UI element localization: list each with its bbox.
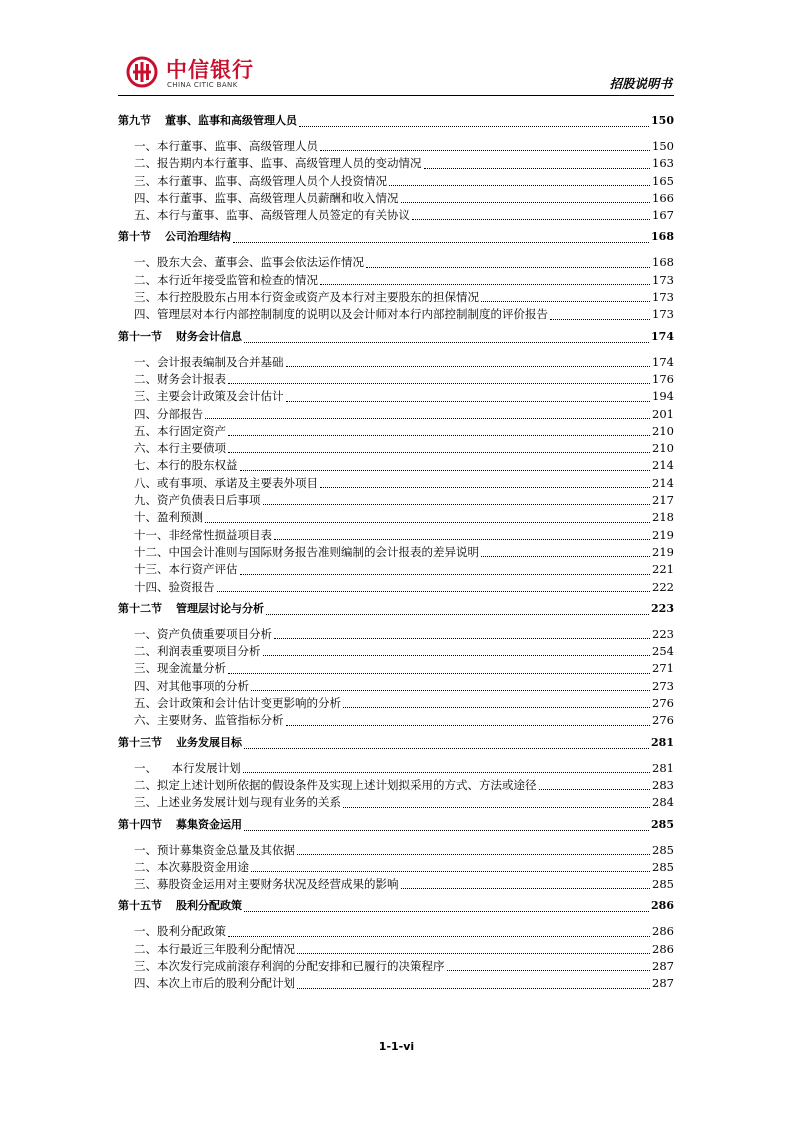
dot-leader — [228, 673, 650, 674]
dot-leader — [297, 988, 650, 989]
toc-entry[interactable] — [118, 388, 674, 405]
toc-entry[interactable] — [118, 190, 674, 207]
dot-leader — [343, 807, 650, 808]
entry-title: 十二、中国会计准则与国际财务报告准则编制的会计报表的差异说明 — [134, 544, 479, 559]
dot-leader — [447, 970, 651, 971]
entry-title: 四、对其他事项的分析 — [134, 678, 249, 693]
section-number: 第十一节 — [118, 329, 162, 343]
entry-title: 十、盈利预测 — [134, 510, 203, 525]
toc-section-heading[interactable] — [118, 598, 674, 619]
document-title: 招股说明书 — [609, 76, 672, 91]
toc-entry[interactable] — [118, 678, 674, 695]
entry-title: 三、上述业务发展计划与现有业务的关系 — [134, 795, 341, 810]
toc-section-heading[interactable] — [118, 110, 674, 131]
dot-leader — [244, 911, 649, 912]
toc-entry[interactable] — [118, 138, 674, 155]
entry-page-number: 286 — [652, 941, 674, 956]
entry-title: 二、利润表重要项目分析 — [134, 644, 261, 659]
toc-entry[interactable] — [118, 561, 674, 578]
dot-leader — [263, 655, 651, 656]
toc-section-heading[interactable] — [118, 732, 674, 753]
toc-section-heading[interactable] — [118, 226, 674, 247]
toc-entry[interactable] — [118, 859, 674, 876]
section-title: 股利分配政策 — [176, 899, 242, 913]
toc-entry[interactable] — [118, 958, 674, 975]
toc-entry[interactable] — [118, 695, 674, 712]
toc-entry[interactable] — [118, 354, 674, 371]
dot-leader — [205, 522, 650, 523]
entry-title: 一、本行董事、监事、高级管理人员 — [134, 139, 318, 153]
dot-leader — [297, 854, 650, 855]
entry-title: 十三、本行资产评估 — [134, 562, 238, 577]
dot-leader — [263, 504, 651, 505]
toc-entry[interactable] — [118, 509, 674, 526]
toc-entry[interactable] — [118, 544, 674, 561]
entry-page-number: 271 — [652, 661, 674, 676]
entry-title: 一、预计募集资金总量及其依据 — [134, 842, 295, 857]
section-title: 业务发展目标 — [176, 735, 242, 749]
entry-title: 二、本次募股资金用途 — [134, 859, 249, 874]
dot-leader — [266, 614, 649, 615]
dot-leader — [217, 591, 651, 592]
entry-page-number: 214 — [652, 475, 674, 490]
entry-title: 七、本行的股东权益 — [134, 458, 238, 473]
entry-page-number: 168 — [652, 255, 674, 270]
entry-page-number: 254 — [652, 644, 674, 659]
toc-entry[interactable] — [118, 173, 674, 190]
toc-entry[interactable] — [118, 527, 674, 544]
toc-entry[interactable] — [118, 842, 674, 859]
entry-title: 二、本行最近三年股利分配情况 — [134, 941, 295, 956]
entry-page-number: 166 — [652, 190, 674, 205]
entry-page-number: 286 — [652, 924, 674, 939]
dot-leader — [228, 383, 650, 384]
toc-entry[interactable] — [118, 794, 674, 811]
dot-leader — [286, 725, 651, 726]
toc-entry[interactable] — [118, 440, 674, 457]
entry-page-number: 210 — [652, 423, 674, 438]
entry-title: 三、募股资金运用对主要财务状况及经营成果的影响 — [134, 877, 399, 892]
dot-leader — [244, 830, 649, 831]
toc-entry[interactable] — [118, 712, 674, 729]
dot-leader — [297, 953, 650, 954]
entry-title: 三、本行控股股东占用本行资金或资产及本行对主要股东的担保情况 — [134, 290, 479, 305]
toc-entry[interactable] — [118, 760, 674, 777]
entry-page-number: 284 — [652, 795, 674, 810]
toc-entry[interactable] — [118, 492, 674, 509]
dot-leader — [233, 242, 649, 243]
toc-entry[interactable] — [118, 289, 674, 306]
dot-leader — [244, 748, 649, 749]
entry-title: 三、本行董事、监事、高级管理人员个人投资情况 — [134, 173, 387, 188]
entry-title: 二、财务会计报表 — [134, 371, 226, 386]
entry-page-number: 174 — [652, 354, 674, 369]
entry-title: 二、报告期内本行董事、监事、高级管理人员的变动情况 — [134, 156, 422, 171]
dot-leader — [274, 638, 650, 639]
entry-title: 一、股东大会、董事会、监事会依法运作情况 — [134, 255, 364, 270]
toc-entry[interactable] — [118, 777, 674, 794]
dot-leader — [320, 150, 650, 151]
section-number: 第十三节 — [118, 735, 162, 749]
entry-title: 四、本次上市后的股利分配计划 — [134, 976, 295, 991]
dot-leader — [274, 539, 650, 540]
entry-title: 三、现金流量分析 — [134, 661, 226, 676]
toc-section-heading[interactable] — [118, 326, 674, 347]
entry-page-number: 281 — [652, 760, 674, 775]
entry-page-number: 285 — [652, 859, 674, 874]
dot-leader — [481, 556, 650, 557]
entry-title: 九、资产负债表日后事项 — [134, 493, 261, 508]
entry-title: 四、本行董事、监事、高级管理人员薪酬和收入情况 — [134, 190, 399, 205]
dot-leader — [240, 470, 651, 471]
toc-entry[interactable] — [118, 975, 674, 992]
entry-title: 一、 本行发展计划 — [134, 760, 241, 775]
entry-page-number: 176 — [652, 371, 674, 386]
entry-title: 二、拟定上述计划所依据的假设条件及实现上述计划拟采用的方式、方法或途径 — [134, 777, 537, 792]
entry-title: 五、本行与董事、监事、高级管理人员签定的有关协议 — [134, 208, 410, 223]
entry-page-number: 219 — [652, 527, 674, 542]
toc-entry[interactable] — [118, 371, 674, 388]
entry-page-number: 173 — [652, 272, 674, 287]
dot-leader — [366, 267, 650, 268]
dot-leader — [286, 366, 651, 367]
entry-title: 四、管理层对本行内部控制制度的说明以及会计师对本行内部控制制度的评价报告 — [134, 307, 548, 322]
entry-page-number: 163 — [652, 156, 674, 171]
toc-entry[interactable] — [118, 254, 674, 271]
section-page-number: 281 — [651, 735, 674, 749]
toc-entry[interactable] — [118, 423, 674, 440]
entry-page-number: 173 — [652, 307, 674, 322]
dot-leader — [401, 888, 651, 889]
entry-title: 八、或有事项、承诺及主要表外项目 — [134, 475, 318, 490]
dot-leader — [412, 219, 650, 220]
section-page-number: 168 — [651, 230, 674, 244]
toc-entry[interactable] — [118, 155, 674, 172]
toc-entry[interactable] — [118, 626, 674, 643]
section-title: 财务会计信息 — [176, 329, 242, 343]
entry-page-number: 201 — [652, 406, 674, 421]
dot-leader — [320, 284, 650, 285]
entry-page-number: 218 — [652, 510, 674, 525]
toc-section-heading[interactable] — [118, 895, 674, 916]
page-number: 1-1-vi — [378, 1040, 415, 1053]
section-title: 管理层讨论与分析 — [176, 601, 264, 615]
entry-page-number: 273 — [652, 678, 674, 693]
entry-page-number: 173 — [652, 290, 674, 305]
bank-logo — [126, 52, 326, 92]
entry-page-number: 285 — [652, 842, 674, 857]
section-title: 募集资金运用 — [176, 817, 242, 831]
entry-title: 六、主要财务、监管指标分析 — [134, 713, 284, 728]
dot-leader — [243, 772, 650, 773]
entry-title: 一、会计报表编制及合并基础 — [134, 354, 284, 369]
section-title: 董事、监事和高级管理人员 — [165, 114, 297, 127]
toc-entry[interactable] — [118, 876, 674, 893]
dot-leader — [389, 185, 650, 186]
toc-entry[interactable] — [118, 923, 674, 940]
entry-title: 四、分部报告 — [134, 406, 203, 421]
entry-page-number: 223 — [652, 626, 674, 641]
entry-title: 五、会计政策和会计估计变更影响的分析 — [134, 696, 341, 711]
dot-leader — [424, 168, 651, 169]
entry-page-number: 287 — [652, 976, 674, 991]
dot-leader — [228, 452, 650, 453]
dot-leader — [240, 574, 651, 575]
section-page-number: 174 — [651, 329, 674, 343]
section-page-number: 286 — [651, 899, 674, 913]
entry-page-number: 222 — [652, 579, 674, 594]
entry-title: 十一、非经常性损益项目表 — [134, 527, 272, 542]
section-number: 第九节 — [118, 114, 151, 127]
dot-leader — [539, 789, 651, 790]
citic-logo-icon — [126, 56, 158, 88]
entry-page-number: 167 — [652, 208, 674, 223]
table-of-contents — [118, 108, 674, 993]
entry-page-number: 283 — [652, 777, 674, 792]
dot-leader — [228, 936, 650, 937]
dot-leader — [251, 871, 650, 872]
dot-leader — [401, 202, 651, 203]
entry-title: 一、股利分配政策 — [134, 924, 226, 939]
entry-page-number: 194 — [652, 389, 674, 404]
toc-entry[interactable] — [118, 457, 674, 474]
toc-entry[interactable] — [118, 475, 674, 492]
entry-title: 三、主要会计政策及会计估计 — [134, 389, 284, 404]
section-title: 公司治理结构 — [165, 230, 231, 244]
entry-page-number: 276 — [652, 696, 674, 711]
dot-leader — [286, 401, 651, 402]
entry-title: 二、本行近年接受监管和检查的情况 — [134, 272, 318, 287]
section-number: 第十节 — [118, 230, 151, 244]
entry-page-number: 221 — [652, 562, 674, 577]
dot-leader — [251, 690, 650, 691]
entry-page-number: 165 — [652, 173, 674, 188]
header-divider — [118, 95, 674, 96]
toc-entry[interactable] — [118, 660, 674, 677]
section-page-number: 285 — [651, 817, 674, 831]
section-number: 第十二节 — [118, 601, 162, 615]
toc-entry[interactable] — [118, 406, 674, 423]
dot-leader — [228, 435, 650, 436]
bank-name-cn: 中信银行 — [166, 58, 254, 82]
toc-entry[interactable] — [118, 643, 674, 660]
entry-title: 六、本行主要债项 — [134, 441, 226, 456]
entry-page-number: 214 — [652, 458, 674, 473]
toc-section-heading[interactable] — [118, 814, 674, 835]
entry-page-number: 150 — [652, 139, 674, 153]
dot-leader — [343, 707, 650, 708]
section-page-number: 223 — [651, 601, 674, 615]
dot-leader — [299, 126, 649, 127]
entry-page-number: 285 — [652, 877, 674, 892]
entry-page-number: 276 — [652, 713, 674, 728]
entry-page-number: 210 — [652, 441, 674, 456]
entry-title: 五、本行固定资产 — [134, 423, 226, 438]
toc-entry[interactable] — [118, 941, 674, 958]
entry-title: 一、资产负债重要项目分析 — [134, 626, 272, 641]
section-number: 第十四节 — [118, 817, 162, 831]
section-number: 第十五节 — [118, 899, 162, 913]
entry-title: 十四、验资报告 — [134, 579, 215, 594]
dot-leader — [320, 487, 650, 488]
dot-leader — [244, 342, 649, 343]
section-page-number: 150 — [651, 114, 674, 127]
page-header — [118, 52, 674, 98]
dot-leader — [481, 301, 650, 302]
toc-entry[interactable] — [118, 579, 674, 596]
entry-page-number: 217 — [652, 493, 674, 508]
toc-entry[interactable] — [118, 306, 674, 323]
entry-page-number: 219 — [652, 544, 674, 559]
bank-name-en: CHINA CITIC BANK — [167, 81, 238, 89]
dot-leader — [205, 418, 650, 419]
dot-leader — [550, 319, 650, 320]
toc-entry[interactable] — [118, 207, 674, 224]
toc-entry[interactable] — [118, 272, 674, 289]
entry-page-number: 287 — [652, 958, 674, 973]
entry-title: 三、本次发行完成前滚存利润的分配安排和已履行的决策程序 — [134, 958, 445, 973]
